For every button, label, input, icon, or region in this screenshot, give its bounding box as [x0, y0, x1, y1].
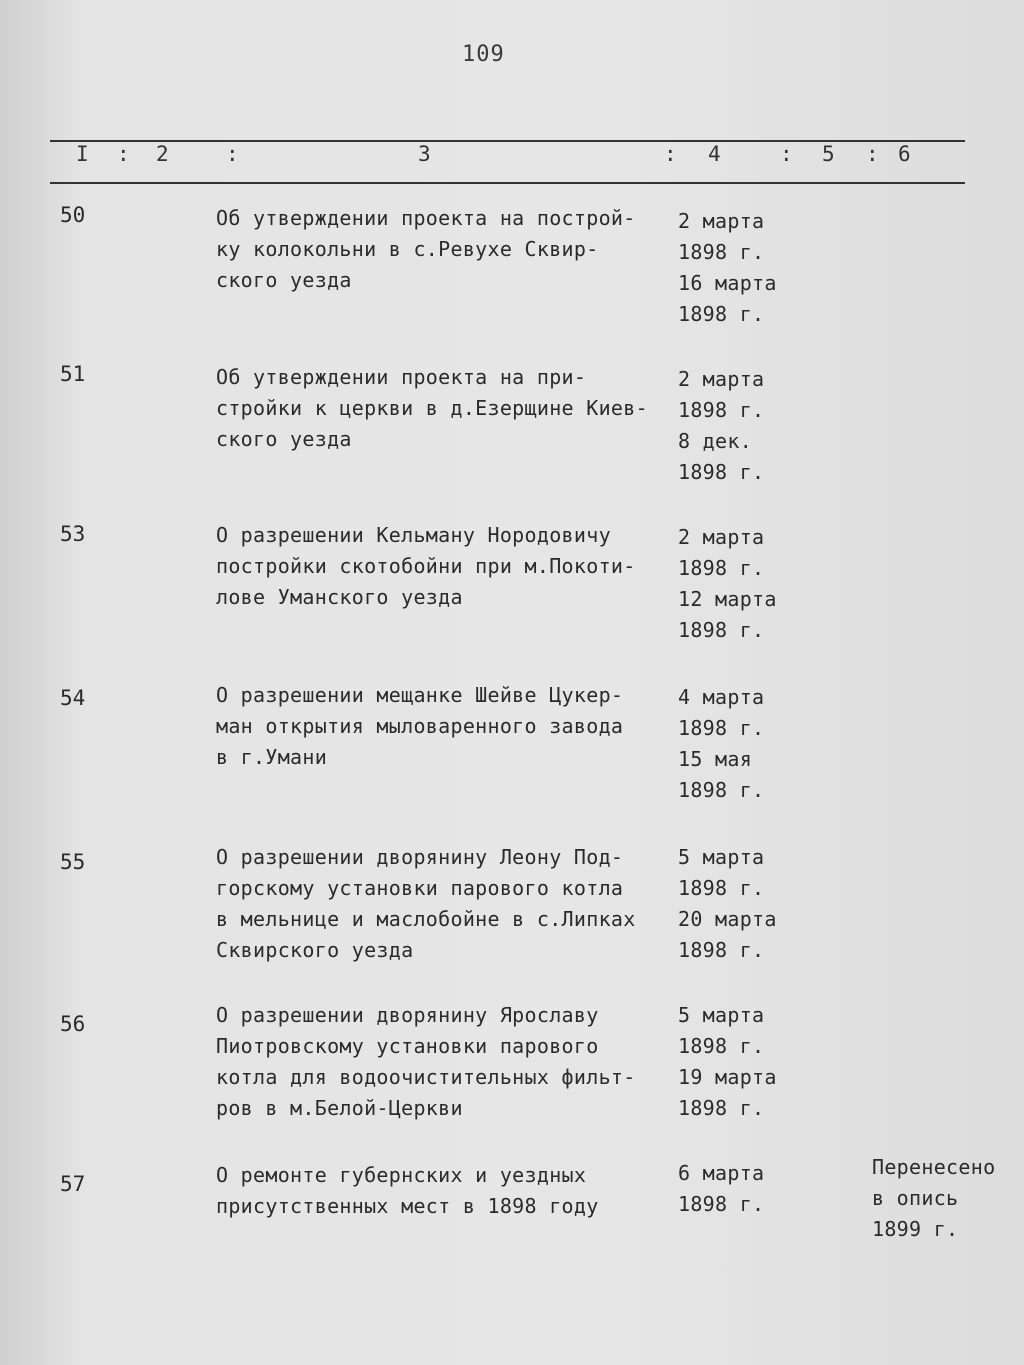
- description-line: Сквирского уезда: [216, 938, 414, 962]
- description-line: Об утверждении проекта на при-: [216, 365, 587, 389]
- date-line: 5 марта: [678, 845, 765, 869]
- description-line: ку колокольни в с.Ревухе Сквир-: [216, 237, 599, 261]
- header-rule-bottom: [50, 182, 965, 184]
- date-line: 5 марта: [678, 1003, 765, 1027]
- description-line: в мельнице и маслобойне в с.Липках: [216, 907, 636, 931]
- entry-number: 57: [60, 1172, 86, 1196]
- description-line: Об утверждении проекта на построй-: [216, 206, 636, 230]
- date-line: 20 марта: [678, 907, 777, 931]
- column-header-1: I: [76, 142, 89, 166]
- date-line: 6 марта: [678, 1161, 765, 1185]
- entry-description: [216, 1160, 676, 1222]
- column-header-2: 2: [156, 142, 169, 166]
- column-header-5: 5: [822, 142, 835, 166]
- entry-description: [216, 680, 676, 773]
- date-line: 1898 г.: [678, 778, 765, 802]
- description-line: в г.Умани: [216, 745, 328, 769]
- entry-number: 53: [60, 522, 86, 546]
- entry-description: [216, 1000, 676, 1124]
- date-line: 16 марта: [678, 271, 777, 295]
- date-line: 15 мая: [678, 747, 753, 771]
- note-line: 1899 г.: [872, 1217, 959, 1241]
- date-line: 12 марта: [678, 587, 777, 611]
- date-line: 1898 г.: [678, 618, 765, 642]
- description-line: постройки скотобойни при м.Покоти-: [216, 554, 636, 578]
- description-line: присутственных мест в 1898 году: [216, 1194, 599, 1218]
- column-header-4: 4: [708, 142, 721, 166]
- date-line: 2 марта: [678, 209, 765, 233]
- description-line: О разрешении дворянину Леону Под-: [216, 845, 624, 869]
- entry-dates: [678, 682, 798, 806]
- entry-number: 50: [60, 203, 86, 227]
- entry-number: 51: [60, 362, 86, 386]
- column-separator: :: [117, 142, 130, 166]
- date-line: 19 марта: [678, 1065, 777, 1089]
- entry-dates: [678, 364, 798, 488]
- entry-description: [216, 520, 676, 613]
- date-line: 1898 г.: [678, 398, 765, 422]
- date-line: 2 марта: [678, 525, 765, 549]
- column-separator: :: [226, 142, 239, 166]
- description-line: ского уезда: [216, 427, 352, 451]
- description-line: О ремонте губернских и уездных: [216, 1163, 587, 1187]
- entry-dates: [678, 522, 798, 646]
- note-line: в опись: [872, 1186, 959, 1210]
- entry-dates: [678, 842, 798, 966]
- entry-dates: [678, 206, 798, 330]
- description-line: О разрешении Кельману Нородовичу: [216, 523, 611, 547]
- description-line: ского уезда: [216, 268, 352, 292]
- description-line: горскому установки парового котла: [216, 876, 624, 900]
- entry-number: 55: [60, 850, 86, 874]
- date-line: 4 марта: [678, 685, 765, 709]
- note-line: Перенесено: [872, 1155, 996, 1179]
- description-line: О разрешении дворянину Ярославу: [216, 1003, 599, 1027]
- entry-note: [872, 1152, 1012, 1245]
- column-header-6: 6: [898, 142, 911, 166]
- date-line: 1898 г.: [678, 240, 765, 264]
- entry-description: [216, 362, 676, 455]
- column-separator: :: [780, 142, 793, 166]
- description-line: ров в м.Белой-Церкви: [216, 1096, 463, 1120]
- date-line: 8 дек.: [678, 429, 753, 453]
- page-number: 109: [462, 42, 505, 67]
- date-line: 1898 г.: [678, 876, 765, 900]
- date-line: 2 марта: [678, 367, 765, 391]
- description-line: лове Уманского уезда: [216, 585, 463, 609]
- entry-number: 54: [60, 686, 86, 710]
- date-line: 1898 г.: [678, 938, 765, 962]
- date-line: 1898 г.: [678, 1034, 765, 1058]
- column-separator: :: [664, 142, 677, 166]
- column-header-3: 3: [418, 142, 431, 166]
- date-line: 1898 г.: [678, 1192, 765, 1216]
- date-line: 1898 г.: [678, 460, 765, 484]
- date-line: 1898 г.: [678, 716, 765, 740]
- description-line: ман открытия мыловаренного завода: [216, 714, 624, 738]
- entry-dates: [678, 1158, 798, 1220]
- description-line: стройки к церкви в д.Езерщине Киев-: [216, 396, 648, 420]
- date-line: 1898 г.: [678, 1096, 765, 1120]
- entry-dates: [678, 1000, 798, 1124]
- entry-description: [216, 842, 676, 966]
- column-separator: :: [866, 142, 879, 166]
- entry-description: [216, 203, 676, 296]
- date-line: 1898 г.: [678, 302, 765, 326]
- description-line: котла для водоочистительных фильт-: [216, 1065, 636, 1089]
- description-line: Пиотровскому установки парового: [216, 1034, 599, 1058]
- entry-number: 56: [60, 1012, 86, 1036]
- description-line: О разрешении мещанке Шейве Цукер-: [216, 683, 624, 707]
- date-line: 1898 г.: [678, 556, 765, 580]
